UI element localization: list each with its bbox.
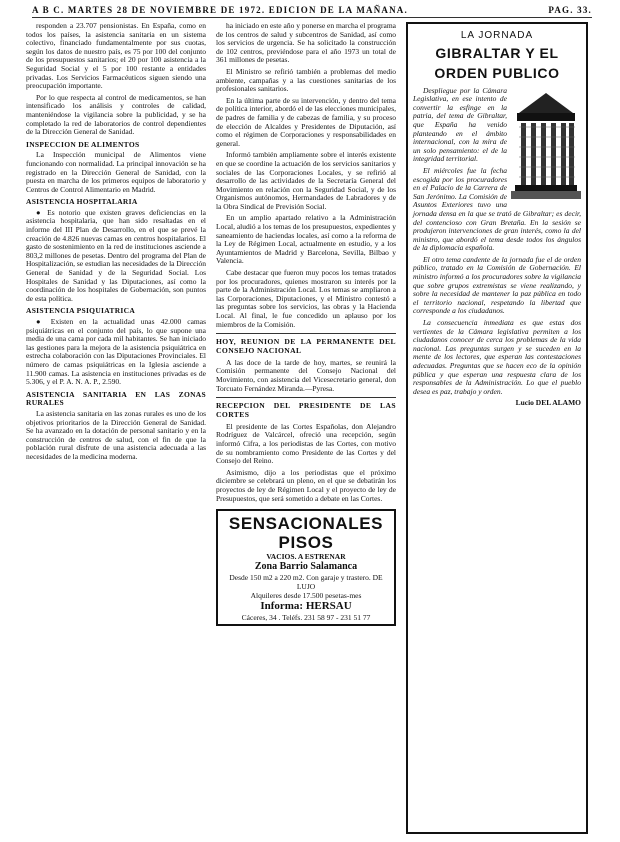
ad-title: SENSACIONALES PISOS xyxy=(228,514,384,553)
divider xyxy=(216,397,396,398)
subheading: ASISTENCIA HOSPITALARIA xyxy=(26,197,138,207)
paragraph: La consecuencia inmediata es que estas dos vertientes de la Cámara legislativa permiten a los ciudadanos conocer de cerca los problemas de la vida nacional. Las preguntas surgen y se suceden en la mente de los lectores, que esperan las contestaciones adecuadas. Preguntas que se hacen eco de la opinión pública y que esperan una respuesta clara de los responsables de la Administración. Lo que el pueblo desea es paz, trabajo y orden. xyxy=(413,318,581,396)
ad-line: Desde 150 m2 a 220 m2. Con garaje y trastero. DE LUJO xyxy=(229,573,383,592)
paragraph: La Inspección municipal de Alimentos viene funcionando con normalidad. La principal innovación se ha registrado en la Dirección General de Sanidad, con la puesta en marcha de los primeros equipos de laboratorio y Centros de Control Alimentario en Madrid. xyxy=(26,150,206,194)
header-title: A B C. MARTES 28 DE NOVIEMBRE DE 1972. EDICION DE LA MAÑANA. xyxy=(32,5,408,15)
column-right-boxed xyxy=(406,22,588,834)
paragraph: Por lo que respecta al control de medicamentos, se han intensificado los análisis y controles de calidad, manteniéndose la vigilancia sobre la publicidad, y se ha completado la red de laboratorios de control dependientes de la Dirección General de Sanidad. xyxy=(26,92,206,137)
paragraph: responden a 23.707 pensionistas. En España, como en todos los países, la asistencia sanitaria en un sistema colectivo, financiado fundamentalmente por sus cuotas, según los datos de nuestro país, es 75 por 100 del conjunto de los presupuestos sanitarios; el 20 por 100 asistencia a la Seguridad Social y el 5 por 100 restante a entidades privadas. Los Servicios Farmacéuticos siguen siendo una preocupación importante. xyxy=(26,22,206,91)
paragraph: En la última parte de su intervención, y dentro del tema de política interior, abordó el de las elecciones municipales, de padres de familia y de cabezas de familia, y su proceso de elección de Alcaldes y Presidentes de Diputación, así como el régimen de Corporaciones y responsabilidades en general. xyxy=(216,95,396,148)
paragraph: Asimismo, dijo a los periodistas que el próximo diciembre se celebrará un pleno, en el que se debatirán los proyectos de ley de Régimen Local y el proyecto de ley de Presupuestos, que será sometido a debate en las Cortes. xyxy=(216,467,396,503)
ad-line: Alquileres desde 17.500 pesetas-mes xyxy=(250,591,362,601)
newspaper-page xyxy=(8,0,612,842)
article-title: GIBRALTAR Y EL ORDEN PUBLICO xyxy=(434,44,560,81)
paragraph: La asistencia sanitaria en las zonas rurales es uno de los objetivos prioritarios de la Dirección General de Sanidad. Se ha avanzado en la dotación de personal sanitario y en la construcción de centros de salud, con el fin de que la población rural disfrute de una asistencia adecuada a las necesidades de la medicina moderna. xyxy=(26,408,206,461)
real-estate-ad xyxy=(216,509,396,626)
ad-address: Cáceres, 34 . Teléfs. 231 58 97 - 231 51 77 xyxy=(241,613,371,623)
byline xyxy=(413,399,581,408)
ad-subtitle: VACIOS. A ESTRENAR xyxy=(266,552,346,562)
divider xyxy=(216,333,396,334)
building-illustration xyxy=(511,87,581,199)
article-headline: HOY, REUNION DE LA PERMANENTE DEL CONSEJO NACIONAL xyxy=(216,337,396,355)
column-left xyxy=(26,22,206,834)
paragraph: A las doce de la tarde de hoy, martes, se reunirá la Comisión permanente del Consejo Nacional del Movimiento, con asistencia del Vicesecretario general, don Torcuato Fernández Miranda.—Pyresa. xyxy=(216,357,396,393)
paragraph: El Ministro se refirió también a problemas del medio ambiente, campañas y a las cuestiones sanitarias de los profesionales sanitarios. xyxy=(216,66,396,94)
subheading: INSPECCION DE ALIMENTOS xyxy=(26,139,140,149)
paragraph: El otro tema candente de la jornada fue el de orden público, tratado en la Comisión de Gobernación. El ministro informó a los procuradores sobre la vigilancia que sobre grupos extremistas se viene realizando, y sobre la necesidad de mantener la paz pública en todo el territorio nacional, respetando la libertad que corresponde a los ciudadanos. xyxy=(413,254,581,316)
paragraph: El miércoles fue la fecha escogida por los procuradores en el Palacio de la Carrera de San Jerónimo. La Comisión de Asuntos Exteriores tuvo una jornada densa en la que se trató de Gibraltar; es decir, del contencioso con Gran Bretaña. En la sesión se produjeron intervenciones de gran interés, como la del ministro, que abordó el tema desde todos los ángulos de la diplomacia española. xyxy=(413,165,581,253)
column-middle xyxy=(216,22,396,834)
page-number: PAG. 33. xyxy=(548,5,592,15)
subheading: ASISTENCIA PSIQUIATRICA xyxy=(26,306,136,316)
ad-contact: Informa: HERSAU xyxy=(260,600,352,613)
paragraph: En un amplio apartado relativo a la Administración Local, aludió a los temas de los presupuestos, expedientes y saneamiento de haciendas locales, así como a la reforma de la Ley de Régimen Local, actualmente en estudio, y a los Ayuntamientos de Madrid y Barcelona, Sevilla, Bilbao y Valencia. xyxy=(216,213,396,266)
paragraph: Despliegue por la Cámara Legislativa, en ese intento de convertir la esfinge en la patria, del tema de Gibraltar, que España ha venido planteando en el ámbito internacional, con la mira de un solo pensamiento: el de la integridad territorial. xyxy=(413,85,507,164)
paragraph: ● Existen en la actualidad unas 42.000 camas psiquiátricas en el conjunto del país, lo que supone una media de una cama por cada mil habitantes. Se han iniciado las gestiones para la mejora de la asistencia psiquiátrica en estrecha colaboración con las Diputaciones Provinciales. El número de camas psiquiátricas en la Iglesia asciende a 11.900 camas. La asistencia en instituciones privadas es de 5.306, y el P. A. N. A. P., 2.590. xyxy=(26,317,206,387)
paragraph: ● Es notorio que existen graves deficiencias en la asistencia hospitalaria, que han sido resaltadas en el informe del III Plan de Desarrollo, en el que se prevé la creación de 4.826 nuevas camas en centros hospitalarios. El gasto de sostenimiento en la red de instituciones asciende a 803,2 millones de pesetas. Dentro del programa del Plan de Hospitalización, se estudian las necesidades de la Dirección General de Sanidad y de la Seguridad Social. Los Hospitales de Sanidad y las Diputaciones, así como la coordinación de los hospitales de Gobernación, son puntos de esta política. xyxy=(26,207,206,303)
paragraph: Informó también ampliamente sobre el interés existente en que se coordine la actuación de los servicios sanitarios y sociales de las Corporaciones Locales, y se refirió al desarrollo de las actividades de la Secretaría General del Movimiento en relación con la Seguridad Social, y de los Organismos autónomos, Hermandades de Labradores y de la Obra Sindical de Previsión Social. xyxy=(216,150,396,211)
author-signature: Lucio DEL ALAMO xyxy=(515,398,581,408)
paragraph: ha iniciado en este año y ponerse en marcha el programa de los centros de salud y subcentros de Sanidad, así como los servicios de urgencia. Se ha solicitado la construcción de 102 centros, previéndose para el año 1973 un total de 361 millones de pesetas. xyxy=(216,22,396,65)
subheading: ASISTENCIA SANITARIA EN LAS ZONAS RURALES xyxy=(26,389,206,408)
paragraph: Cabe destacar que fueron muy pocos los temas tratados por los procuradores, quienes mostraron su interés por la parte de la Administración Local. Los temas se ampliaron a las Corporaciones, Diputaciones, y el Ministro contestó a las preguntas sobre los servicios, las obras y la Hacienda Local. Al final, le fue concedido un aplauso por los miembros de la Comisión. xyxy=(216,268,396,329)
page-header xyxy=(32,5,592,18)
section-kicker: LA JORNADA xyxy=(460,30,534,41)
article-headline: RECEPCION DEL PRESIDENTE DE LAS CORTES xyxy=(216,401,396,419)
paragraph: El presidente de las Cortes Españolas, don Alejandro Rodríguez de Valcárcel, ofreció una recepción, según informó Cifra, a los periodistas de las Cortes, con motivo de su nombramiento como Presidente de las Cortes y del Consejo del Reino. xyxy=(216,421,396,466)
ad-zone: Zona Barrio Salamanca xyxy=(254,561,358,573)
